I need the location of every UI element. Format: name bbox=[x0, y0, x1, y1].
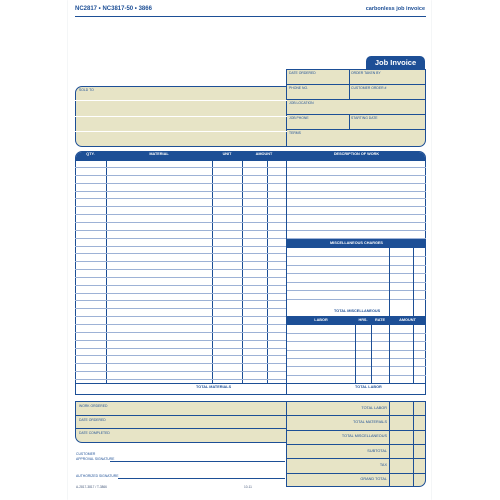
materials-row-line bbox=[75, 332, 286, 333]
misc-row-line bbox=[287, 282, 426, 283]
misc-row-line bbox=[287, 256, 426, 257]
summary-row-rule bbox=[286, 415, 426, 416]
materials-row-line bbox=[75, 269, 286, 270]
total-materials-label: TOTAL MATERIALS bbox=[196, 385, 232, 389]
summary-row-rule bbox=[286, 458, 426, 459]
customer-signature-line[interactable] bbox=[110, 461, 285, 462]
order-row-divider-3 bbox=[286, 114, 426, 115]
materials-row-line bbox=[75, 293, 286, 294]
description-of-work-header: DESCRIPTION OF WORK bbox=[333, 152, 380, 156]
materials-row-line bbox=[75, 238, 286, 239]
labor-row-line bbox=[287, 366, 426, 367]
order-row-divider-4 bbox=[286, 129, 426, 130]
starting-date-label: STARTING DATE bbox=[351, 116, 378, 120]
materials-row-line bbox=[75, 214, 286, 215]
customer-order-label: CUSTOMER ORDER # bbox=[351, 86, 387, 90]
job-location-label: JOB LOCATION bbox=[289, 101, 314, 105]
form-number: A-2817-3817 / T-3866 bbox=[76, 485, 107, 489]
labor-col-sep-1 bbox=[355, 316, 356, 383]
sold-to-label: SOLD TO bbox=[79, 88, 94, 92]
materials-row-line bbox=[75, 222, 286, 223]
work-row-line bbox=[287, 222, 426, 223]
materials-row-line bbox=[75, 183, 286, 184]
misc-col-sep-2 bbox=[413, 248, 414, 316]
materials-row-line bbox=[75, 198, 286, 199]
job-phone-label: JOB PHONE bbox=[289, 116, 309, 120]
summary-row-label: SUBTOTAL bbox=[367, 448, 387, 453]
work-row-line bbox=[287, 198, 426, 199]
summary-col-sep-1 bbox=[389, 401, 390, 487]
date-ordered-label: DATE ORDERED bbox=[289, 71, 316, 75]
misc-row-line bbox=[287, 273, 426, 274]
labor-row-line bbox=[287, 350, 426, 351]
sold-to-line-1 bbox=[75, 100, 287, 101]
order-col-divider-top bbox=[349, 69, 350, 99]
order-row-divider-2 bbox=[286, 99, 426, 100]
work-row-line bbox=[287, 214, 426, 215]
product-codes: NC2817 • NC3817-50 • 3866 bbox=[75, 6, 152, 12]
work-ordered-label: WORK ORDERED bbox=[79, 404, 108, 408]
sold-to-line-2 bbox=[75, 116, 287, 117]
materials-row-line bbox=[75, 379, 286, 380]
bottom-date-ordered-label: DATE ORDERED bbox=[79, 418, 106, 422]
materials-total-rule bbox=[75, 383, 286, 384]
work-row-line bbox=[287, 183, 426, 184]
order-row-divider-1 bbox=[286, 84, 426, 85]
form-title: Job Invoice bbox=[366, 56, 425, 69]
authorized-signature-line[interactable] bbox=[118, 478, 285, 479]
labor-row-line bbox=[287, 375, 426, 376]
materials-row-line bbox=[75, 355, 286, 356]
summary-row-rule bbox=[286, 430, 426, 431]
brand-title: carbonless job invoice bbox=[365, 6, 425, 12]
authorized-signature-label: AUTHORIZED SIGNATURE bbox=[76, 474, 119, 478]
material-column-header: MATERIAL bbox=[149, 152, 169, 156]
summary-row-label: TOTAL MATERIALS bbox=[352, 420, 387, 424]
materials-row-line bbox=[75, 246, 286, 247]
misc-row-line bbox=[287, 290, 426, 291]
labor-row-line bbox=[287, 358, 426, 359]
work-dates-rule-1 bbox=[75, 415, 287, 416]
sold-to-line-3 bbox=[75, 131, 287, 132]
summary-row-label: TAX bbox=[379, 463, 387, 467]
labor-row-line bbox=[287, 333, 426, 334]
unit-column-header: UNIT bbox=[222, 152, 232, 156]
terms-label: TERMS bbox=[289, 131, 301, 135]
materials-row-line bbox=[75, 206, 286, 207]
labor-amount-column-header: AMOUNT bbox=[399, 318, 416, 322]
labor-col-sep-3 bbox=[389, 316, 390, 383]
work-dates-block bbox=[75, 401, 287, 443]
misc-col-sep-1 bbox=[389, 248, 390, 316]
materials-row-line bbox=[75, 308, 286, 309]
materials-row-line bbox=[75, 253, 286, 254]
labor-column-header: LABOR bbox=[314, 318, 328, 322]
misc-row-line bbox=[287, 265, 426, 266]
work-row-line bbox=[287, 206, 426, 207]
materials-row-line bbox=[75, 261, 286, 262]
summary-col-sep-2 bbox=[413, 401, 414, 487]
header-rule bbox=[75, 16, 426, 17]
work-dates-rule-2 bbox=[75, 428, 287, 429]
customer-signature-label-2: APPROVAL SIGNATURE bbox=[76, 457, 115, 461]
materials-row-line bbox=[75, 348, 286, 349]
customer-signature-label-1: CUSTOMER bbox=[76, 452, 96, 456]
labor-col-sep-2 bbox=[371, 316, 372, 383]
work-row-line bbox=[287, 167, 426, 168]
summary-row-rule bbox=[286, 444, 426, 445]
materials-row-line bbox=[75, 230, 286, 231]
materials-row-line bbox=[75, 175, 286, 176]
work-row-line bbox=[287, 175, 426, 176]
summary-row-rule bbox=[286, 473, 426, 474]
order-col-divider-mid bbox=[349, 114, 350, 129]
total-miscellaneous-label: TOTAL MISCELLANEOUS bbox=[334, 309, 381, 313]
misc-charges-header: MISCELLANEOUS CHARGES bbox=[287, 239, 426, 248]
order-info-block bbox=[286, 69, 426, 147]
materials-row-line bbox=[75, 316, 286, 317]
materials-row-line bbox=[75, 191, 286, 192]
labor-total-rule bbox=[286, 383, 426, 384]
labor-row-line bbox=[287, 341, 426, 342]
summary-row-label: GRAND TOTAL bbox=[360, 477, 387, 482]
work-row-line bbox=[287, 191, 426, 192]
materials-col-sep-4 bbox=[267, 160, 268, 383]
materials-row-line bbox=[75, 363, 286, 364]
work-row-line bbox=[287, 230, 426, 231]
phone-no-label: PHONE NO. bbox=[289, 86, 309, 90]
misc-row-line bbox=[287, 299, 426, 300]
total-labor-label: TOTAL LABOR bbox=[355, 385, 382, 389]
qty-column-header: QTY. bbox=[86, 152, 95, 156]
materials-row-line bbox=[75, 324, 286, 325]
materials-row-line bbox=[75, 371, 286, 372]
materials-row-line bbox=[75, 277, 286, 278]
hrs-column-header: HRS. bbox=[358, 318, 368, 322]
materials-row-line bbox=[75, 167, 286, 168]
rate-column-header: RATE bbox=[374, 318, 386, 322]
materials-row-line bbox=[75, 300, 286, 301]
materials-row-line bbox=[75, 285, 286, 286]
revision-code: 10-11 bbox=[244, 485, 252, 489]
summary-row-label: TOTAL MISCELLANEOUS bbox=[341, 434, 387, 439]
date-completed-label: DATE COMPLETED bbox=[79, 431, 110, 435]
labor-col-sep-4 bbox=[413, 325, 414, 383]
summary-row-label: TOTAL LABOR bbox=[361, 405, 387, 410]
amount-column-header: AMOUNT bbox=[255, 152, 273, 156]
materials-row-line bbox=[75, 340, 286, 341]
order-taken-by-label: ORDER TAKEN BY bbox=[351, 71, 381, 75]
